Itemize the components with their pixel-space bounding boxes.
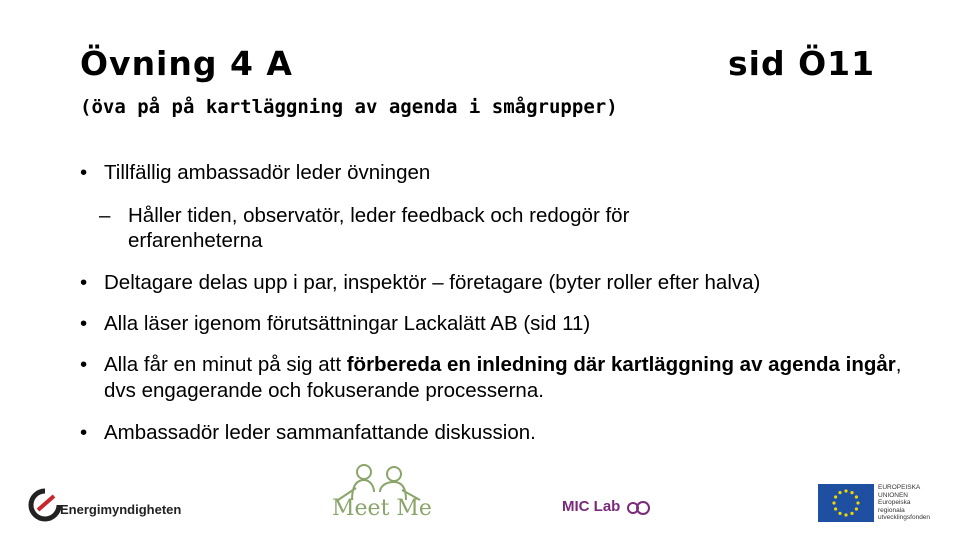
sub-bullet-1 (99, 203, 630, 253)
eu-line-2: UNIONEN (878, 491, 908, 499)
bullet-4-suffix: , dvs engagerande och fokuserande processerna. (104, 353, 902, 402)
bullet-4-prefix: Alla får en minut på sig att (104, 353, 347, 376)
slide-subtitle: (öva på på kartläggning av agenda i smågrupper) (80, 96, 618, 118)
bullet-1 (80, 160, 431, 186)
eu-text (878, 484, 930, 522)
energimyndigheten-mark-icon (28, 488, 62, 522)
page-reference: sid Ö11 (728, 44, 876, 83)
meetme-logo (308, 462, 444, 522)
bullet-3-text: Alla läser igenom förutsättningar Lackalätt AB (sid 11) (104, 312, 591, 335)
bullet-dot: • (80, 161, 88, 184)
bullet-2-text: Deltagare delas upp i par, inspektör – företagare (byter roller efter halva) (104, 271, 761, 294)
bullet-5-text: Ambassadör leder sammanfattande diskussion. (104, 421, 536, 444)
bullet-1-text: Tillfällig ambassadör leder övningen (104, 161, 431, 184)
energimyndigheten-wordmark: Energimyndigheten (60, 502, 182, 517)
bullet-3 (80, 311, 591, 337)
meetme-wordmark: Meet Me (332, 496, 432, 521)
slide-title: Övning 4 A (80, 44, 293, 83)
bullet-4 (80, 352, 904, 404)
eu-line-4: regionala (878, 506, 905, 514)
bullet-dot: • (80, 353, 88, 376)
sub-bullet-1-line2: erfarenheterna (128, 229, 263, 252)
energimyndigheten-logo (28, 488, 182, 524)
bullet-4-bold: förbereda en inledning där kartläggning av agenda ingår (346, 353, 896, 376)
bullet-5 (80, 420, 536, 446)
bullet-dot: • (80, 421, 88, 444)
bullet-dot: • (80, 271, 88, 294)
sub-bullet-dash: – (99, 204, 111, 227)
sub-bullet-1-line1: Håller tiden, observatör, leder feedback och redogör för (128, 204, 630, 227)
eu-line-1: EUROPEISKA (878, 484, 921, 491)
bullet-2 (80, 270, 761, 296)
miclab-rings-icon (626, 499, 654, 517)
bullet-dot: • (80, 312, 88, 335)
eu-line-5: utvecklingsfonden (878, 514, 931, 521)
eu-flag-icon (818, 484, 874, 522)
miclab-logo (562, 496, 662, 520)
eu-logo (818, 484, 954, 524)
eu-line-3: Europeiska (878, 499, 911, 506)
miclab-wordmark: MIC Lab (562, 498, 621, 515)
